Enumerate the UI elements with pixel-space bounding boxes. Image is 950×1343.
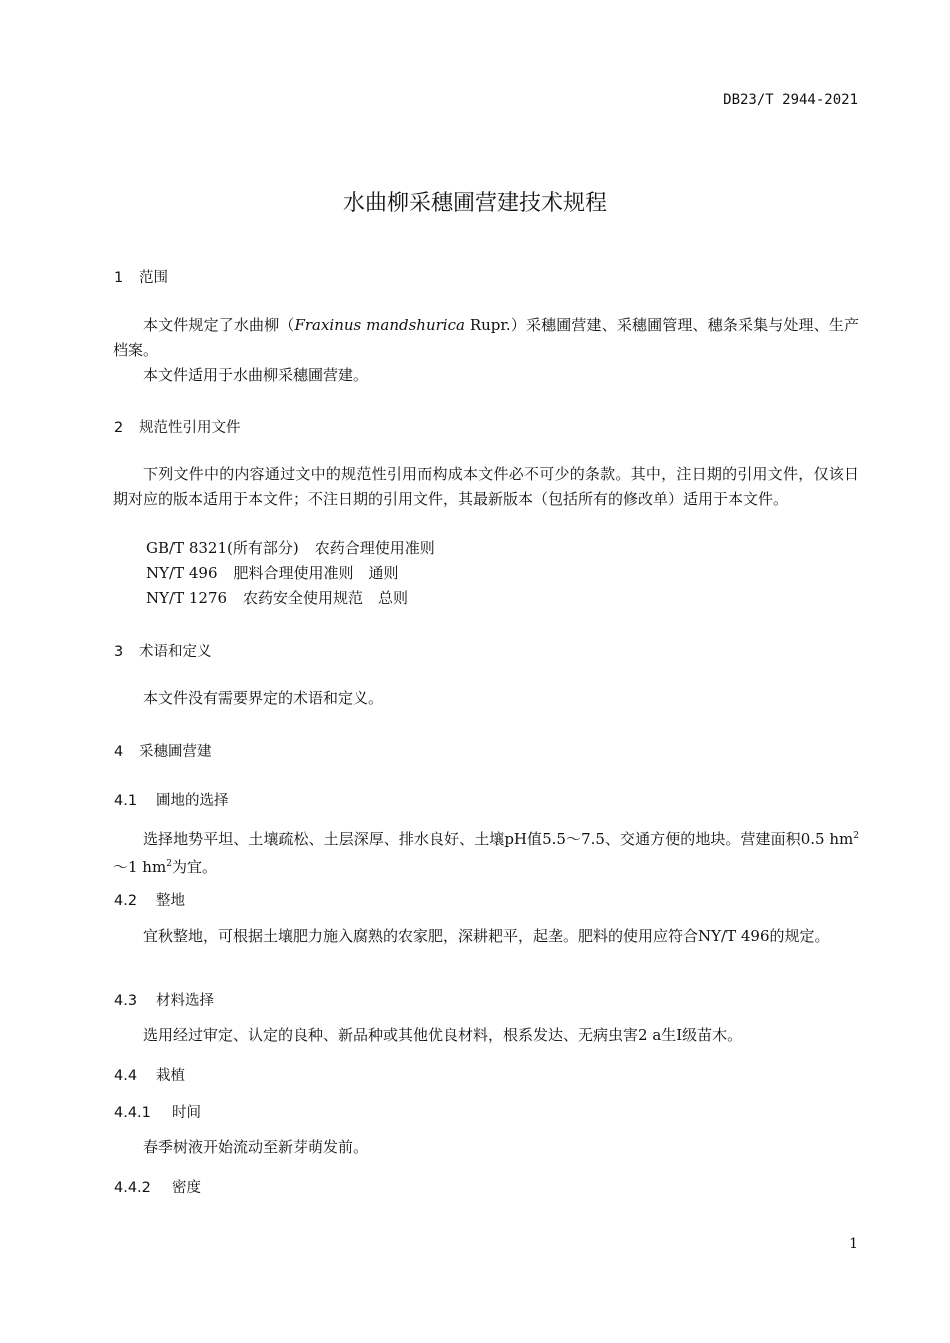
section-number: 4.2 (114, 893, 138, 909)
text-run: 选择地势平坦、土壤疏松、土层深厚、排水良好、土壤pH值5.5～7.5、交通方便的地块。营建面积0.5 hm (143, 830, 854, 848)
section-number: 4 (114, 744, 124, 760)
section-2-paragraph-1: 下列文件中的内容通过文中的规范性引用而构成本文件必不可少的条款。其中，注日期的引用文件，仅该日期对应的版本适用于本文件；不注日期的引用文件，其最新版本（包括所有的修改单）适用于本文件。 (113, 465, 859, 508)
section-number: 4.4.1 (114, 1105, 151, 1121)
subsection-4-4-heading (114, 1064, 185, 1085)
reference-title: 农药安全使用规范 总则 (243, 589, 409, 607)
section-title: 栽植 (156, 1068, 185, 1084)
section-number: 1 (114, 270, 124, 286)
document-title: 水曲柳采穗圃营建技术规程 (342, 191, 607, 216)
document-code: DB23/T 2944-2021 (723, 92, 858, 108)
section-title: 采穗圃营建 (139, 744, 212, 760)
subsection-4-4-1-heading (114, 1101, 201, 1122)
reference-code: NY/T 496 (146, 564, 218, 582)
superscript: 2 (166, 859, 172, 869)
subsection-4-2-heading (114, 889, 185, 910)
page-number: 1 (849, 1236, 858, 1252)
section-number: 4.4 (114, 1068, 138, 1084)
subsection-4-3-paragraph: 选用经过审定、认定的良种、新品种或其他优良材料，根系发达、无病虫害2 a生Ⅰ级苗木。 (143, 1026, 743, 1044)
section-title: 范围 (139, 270, 168, 286)
section-2-heading (114, 416, 241, 437)
text-run: 为宜。 (171, 858, 217, 876)
subsection-4-1-heading (114, 789, 229, 810)
reference-title: 肥料合理使用准则 通则 (233, 564, 399, 582)
section-title: 术语和定义 (139, 644, 212, 660)
reference-item (146, 562, 399, 583)
section-title: 时间 (172, 1105, 201, 1121)
section-1-paragraph-1 (113, 313, 859, 363)
reference-title: 农药合理使用准则 (314, 539, 435, 557)
section-4-heading (114, 740, 212, 761)
latin-name: Fraxinus mandshurica (294, 316, 465, 334)
subsection-4-3-heading (114, 989, 214, 1010)
section-1-paragraph-2: 本文件适用于水曲柳采穗圃营建。 (143, 366, 369, 384)
section-title: 规范性引用文件 (139, 420, 241, 436)
section-number: 4.4.2 (114, 1180, 151, 1196)
text-run: ～1 hm (113, 858, 167, 876)
section-1-heading (114, 266, 168, 287)
section-number: 3 (114, 644, 124, 660)
section-number: 4.1 (114, 793, 138, 809)
subsection-4-2-paragraph: 宜秋整地，可根据土壤肥力施入腐熟的农家肥，深耕耙平，起垄。肥料的使用应符合NY/T 496的规定。 (143, 927, 830, 945)
section-title: 圃地的选择 (156, 793, 229, 809)
subsection-4-4-1-paragraph: 春季树液开始流动至新芽萌发前。 (143, 1138, 369, 1156)
section-number: 4.3 (114, 993, 138, 1009)
section-3-paragraph-1: 本文件没有需要界定的术语和定义。 (143, 689, 384, 707)
reference-item (146, 537, 435, 558)
section-title: 材料选择 (156, 993, 214, 1009)
text-run: Rupr.）采穗圃营建、采穗圃管理、穗条采集与处理、生产档案。 (113, 316, 859, 359)
section-title: 整地 (156, 893, 185, 909)
reference-item (146, 587, 408, 608)
subsection-4-4-2-heading (114, 1176, 201, 1197)
section-3-heading (114, 640, 212, 661)
reference-code: NY/T 1276 (146, 589, 228, 607)
subsection-4-1-paragraph (113, 824, 859, 880)
superscript: 2 (853, 831, 859, 841)
reference-code: GB/T 8321(所有部分) (146, 539, 299, 557)
section-number: 2 (114, 420, 124, 436)
section-title: 密度 (172, 1180, 201, 1196)
text-run: 本文件规定了水曲柳（ (143, 316, 295, 334)
